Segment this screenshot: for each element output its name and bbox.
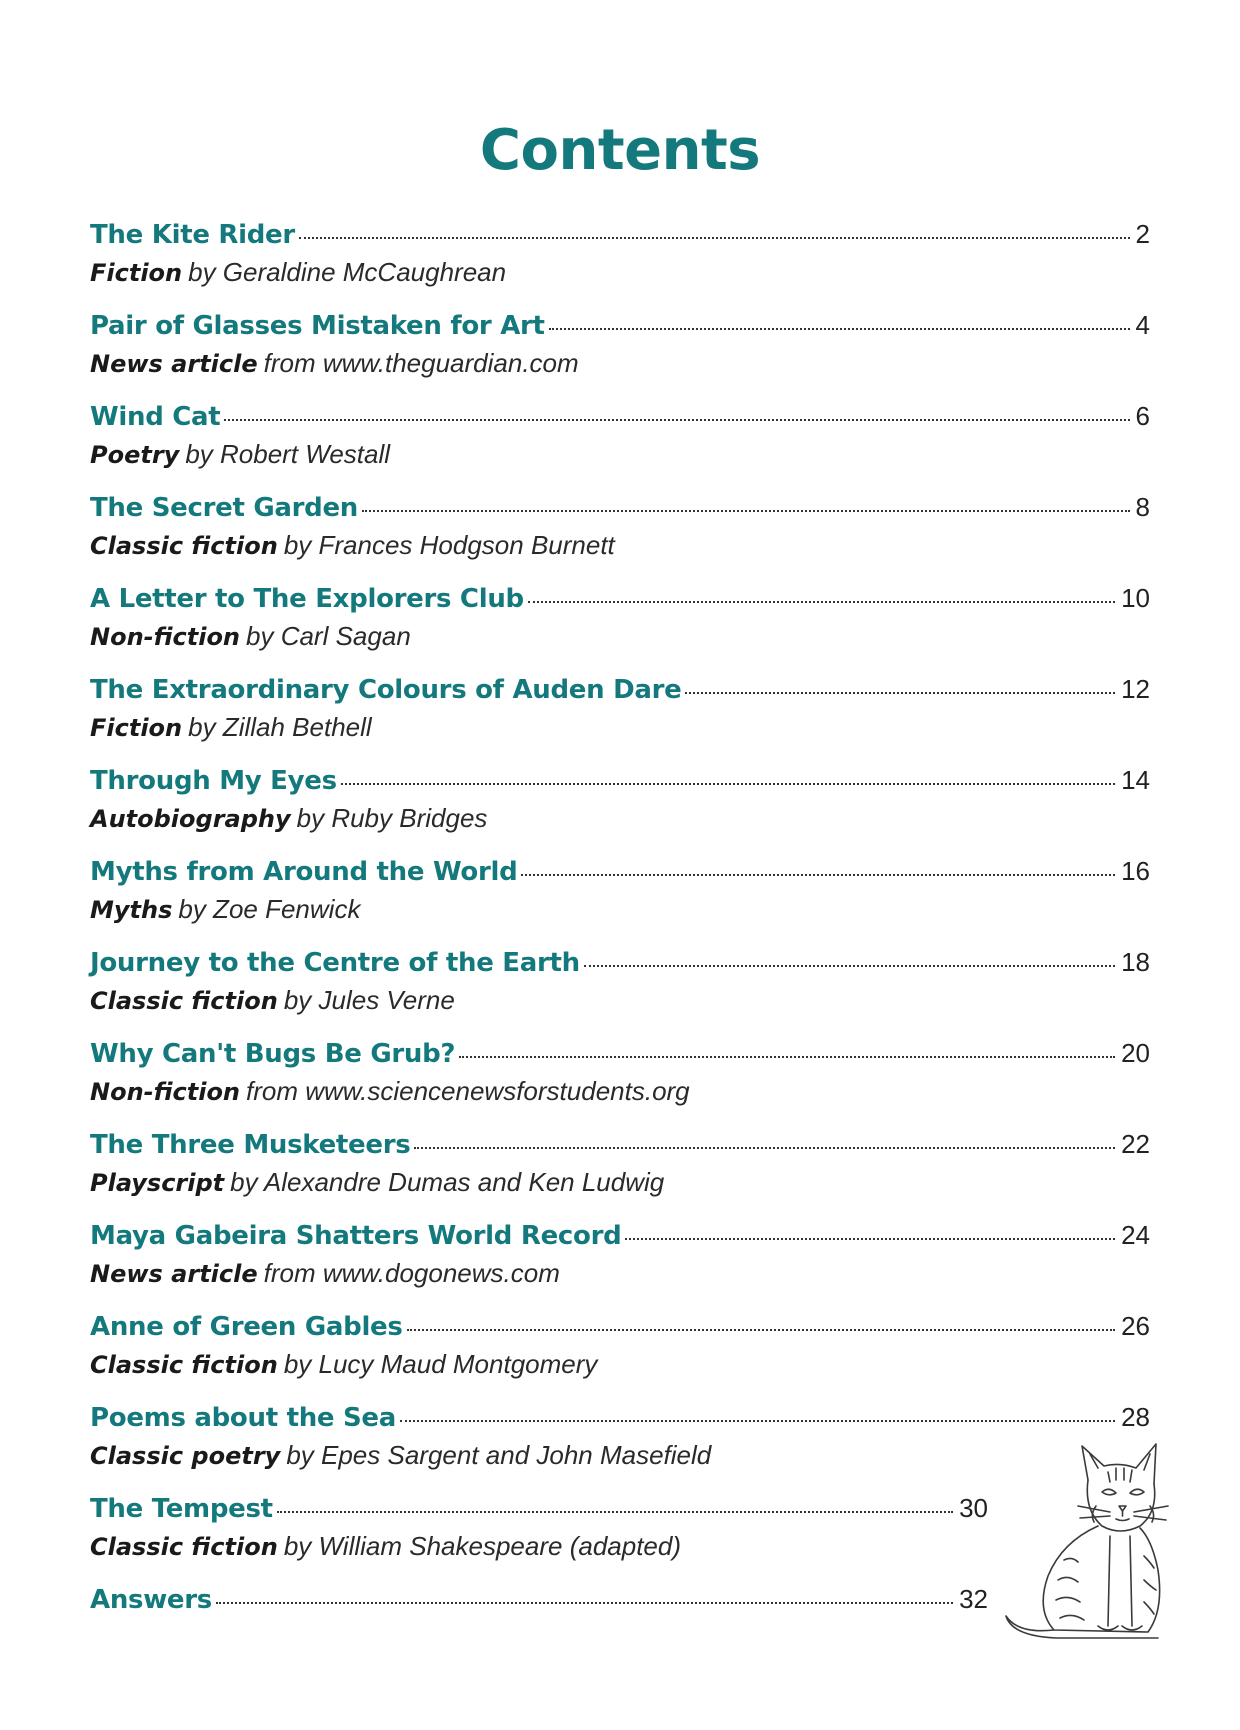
entry-credit: by Ruby Bridges xyxy=(296,803,488,833)
page-number: 14 xyxy=(1121,765,1150,795)
entry-genre: Classic fiction xyxy=(90,1533,278,1561)
toc-entry[interactable] xyxy=(90,583,1150,674)
cat-illustration-icon xyxy=(998,1440,1178,1640)
entry-credit: by Lucy Maud Montgomery xyxy=(283,1349,598,1379)
entry-genre: Myths xyxy=(90,896,173,924)
page-number: 4 xyxy=(1135,310,1150,340)
page-number: 6 xyxy=(1135,401,1150,431)
toc-entry[interactable] xyxy=(90,401,1150,492)
dot-leader xyxy=(459,1056,1115,1058)
entry-title[interactable]: The Kite Rider xyxy=(90,220,295,250)
dot-leader xyxy=(414,1147,1115,1149)
page-number: 18 xyxy=(1121,947,1150,977)
entry-credit: from www.dogonews.com xyxy=(263,1258,560,1288)
toc-entry[interactable] xyxy=(90,674,1150,765)
entry-title[interactable]: Maya Gabeira Shatters World Record xyxy=(90,1221,622,1251)
entry-title[interactable]: A Letter to The Explorers Club xyxy=(90,584,524,614)
toc-entry[interactable] xyxy=(90,856,1150,947)
entry-title[interactable]: Poems about the Sea xyxy=(90,1403,397,1433)
entry-credit: by William Shakespeare (adapted) xyxy=(283,1531,681,1561)
entry-credit: by Frances Hodgson Burnett xyxy=(283,530,615,560)
entry-title[interactable]: The Extraordinary Colours of Auden Dare xyxy=(90,675,682,705)
entry-credit: by Robert Westall xyxy=(185,439,391,469)
entry-title[interactable]: Pair of Glasses Mistaken for Art xyxy=(90,311,545,341)
dot-leader xyxy=(685,692,1115,694)
dot-leader xyxy=(299,237,1130,239)
toc-entry[interactable] xyxy=(90,1493,1150,1584)
toc-entry[interactable] xyxy=(90,1129,1150,1220)
dot-leader xyxy=(584,965,1115,967)
page-number: 12 xyxy=(1121,674,1150,704)
entry-credit: by Jules Verne xyxy=(283,985,455,1015)
toc-entry[interactable] xyxy=(90,219,1150,310)
page-number: 24 xyxy=(1121,1220,1150,1250)
entry-title[interactable]: Journey to the Centre of the Earth xyxy=(90,948,580,978)
entry-credit: by Zoe Fenwick xyxy=(178,894,361,924)
dot-leader xyxy=(400,1420,1115,1422)
page-title: Contents xyxy=(479,118,761,183)
entry-title[interactable]: The Secret Garden xyxy=(90,493,359,523)
entry-genre: Poetry xyxy=(90,441,180,469)
dot-leader xyxy=(625,1238,1115,1240)
entry-credit: from www.sciencenewsforstudents.org xyxy=(246,1076,690,1106)
dot-leader xyxy=(341,783,1115,785)
page-number: 2 xyxy=(1135,219,1150,249)
entry-genre: News article xyxy=(90,1260,258,1288)
page-number: 8 xyxy=(1135,492,1150,522)
page-number: 28 xyxy=(1121,1402,1150,1432)
dot-leader xyxy=(224,419,1129,421)
entry-title[interactable]: Anne of Green Gables xyxy=(90,1312,403,1342)
entry-title[interactable]: Wind Cat xyxy=(90,402,221,432)
dot-leader xyxy=(407,1329,1116,1331)
toc-entry[interactable] xyxy=(90,1311,1150,1402)
entry-genre: Classic fiction xyxy=(90,987,278,1015)
dot-leader xyxy=(521,874,1115,876)
toc-entry[interactable] xyxy=(90,947,1150,1038)
toc-entry[interactable] xyxy=(90,492,1150,583)
entry-genre: Fiction xyxy=(90,714,183,742)
dot-leader xyxy=(528,601,1115,603)
entry-title[interactable]: Myths from Around the World xyxy=(90,857,518,887)
table-of-contents xyxy=(90,219,1150,1675)
page-number: 32 xyxy=(959,1584,988,1614)
dot-leader xyxy=(549,328,1130,330)
entry-genre: Fiction xyxy=(90,259,183,287)
entry-genre: Classic fiction xyxy=(90,532,278,560)
page-number: 30 xyxy=(959,1493,988,1523)
toc-entry[interactable] xyxy=(90,310,1150,401)
entry-genre: Non-fiction xyxy=(90,1078,241,1106)
toc-entry[interactable] xyxy=(90,1220,1150,1311)
entry-title[interactable]: The Three Musketeers xyxy=(90,1130,411,1160)
entry-credit: by Zillah Bethell xyxy=(188,712,372,742)
dot-leader xyxy=(216,1602,953,1604)
entry-genre: Non-fiction xyxy=(90,623,241,651)
toc-entry[interactable] xyxy=(90,1584,1150,1675)
entry-credit: from www.theguardian.com xyxy=(263,348,579,378)
entry-genre: Classic poetry xyxy=(90,1442,281,1470)
entry-genre: Playscript xyxy=(90,1169,225,1197)
entry-title[interactable]: The Tempest xyxy=(90,1494,273,1524)
dot-leader xyxy=(277,1511,953,1513)
entry-credit: by Geraldine McCaughrean xyxy=(188,257,507,287)
entry-title[interactable]: Why Can't Bugs Be Grub? xyxy=(90,1039,456,1069)
page-number: 10 xyxy=(1121,583,1150,613)
toc-entry[interactable] xyxy=(90,1038,1150,1129)
page-number: 20 xyxy=(1121,1038,1150,1068)
entry-credit: by Alexandre Dumas and Ken Ludwig xyxy=(230,1167,665,1197)
entry-genre: News article xyxy=(90,350,258,378)
entry-genre: Classic fiction xyxy=(90,1351,278,1379)
dot-leader xyxy=(362,510,1130,512)
entry-title[interactable]: Answers xyxy=(90,1585,212,1615)
entry-genre: Autobiography xyxy=(90,805,291,833)
entry-credit: by Carl Sagan xyxy=(246,621,411,651)
page-number: 26 xyxy=(1121,1311,1150,1341)
page-number: 16 xyxy=(1121,856,1150,886)
entry-credit: by Epes Sargent and John Masefield xyxy=(286,1440,712,1470)
page-number: 22 xyxy=(1121,1129,1150,1159)
toc-entry[interactable] xyxy=(90,765,1150,856)
entry-title[interactable]: Through My Eyes xyxy=(90,766,337,796)
toc-entry[interactable] xyxy=(90,1402,1150,1493)
